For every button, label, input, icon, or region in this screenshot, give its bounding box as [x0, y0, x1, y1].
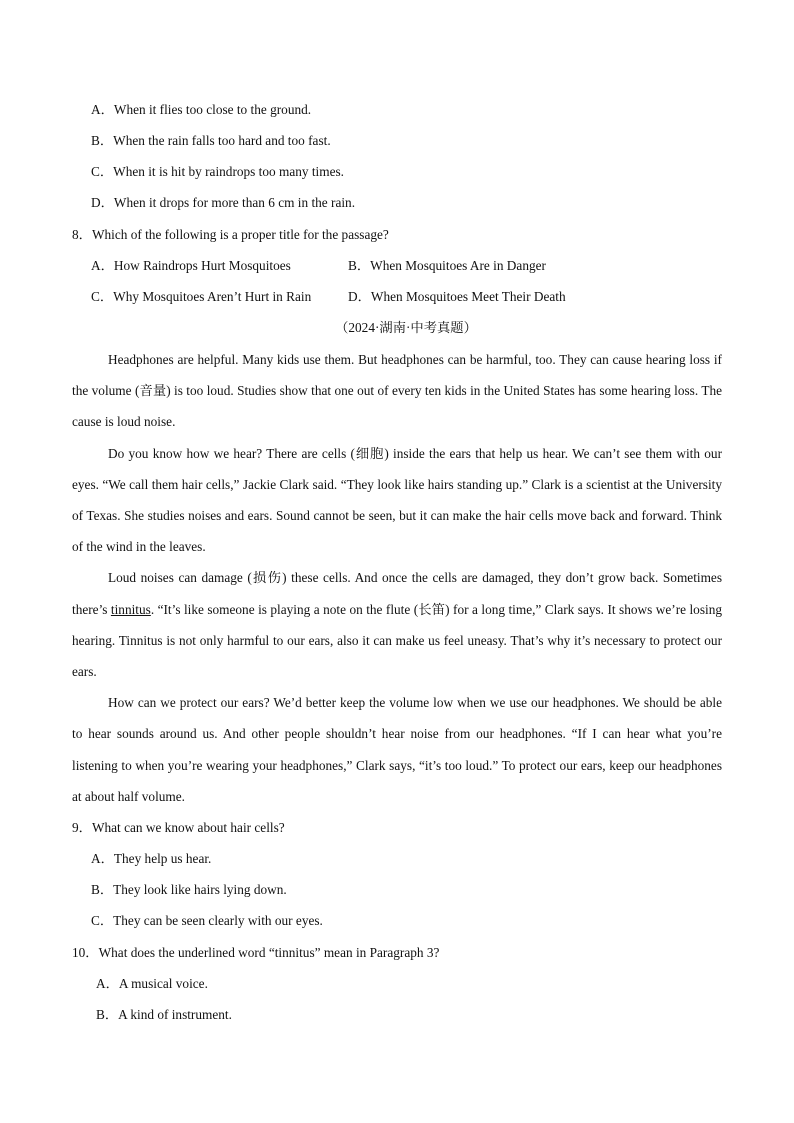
- q9-option-a: A．They help us hear.: [91, 851, 212, 866]
- q8-option-d: D．When Mosquitoes Meet Their Death: [348, 289, 566, 304]
- q7-option-b: B．When the rain falls too hard and too fast.: [91, 133, 331, 148]
- q8-option-a: A．How Raindrops Hurt Mosquitoes: [91, 258, 291, 273]
- q9-option-b: B．They look like hairs lying down.: [91, 882, 287, 897]
- paragraph-1: Headphones are helpful. Many kids use them. But headphones can be harmful, too. They can cause hearing loss if the volume (音量) is too loud. Studies show that one out of every ten kids in the United States has some hearing loss. The cause is loud noise.: [72, 352, 722, 430]
- paragraph-3: [72, 562, 722, 687]
- q9-stem: 9．What can we know about hair cells?: [72, 820, 285, 835]
- paragraph-3-before: Loud noises can damage (损伤) these cells. And once the cells are damaged, they don’t grow back. Sometimes there’s: [72, 570, 722, 617]
- q7-option-d: D．When it drops for more than 6 cm in the rain.: [91, 195, 356, 210]
- q9-option-c: C．They can be seen clearly with our eyes.: [91, 913, 323, 928]
- q10-option-b: B．A kind of instrument.: [96, 1007, 232, 1022]
- q8-stem: 8．Which of the following is a proper title for the passage?: [72, 227, 389, 242]
- q7-option-c: C．When it is hit by raindrops too many times.: [91, 164, 344, 179]
- paragraph-3-after: . “It’s like someone is playing a note on the flute (长笛) for a long time,” Clark says. It shows we’re losing hearing. Tinnitus is not only harmful to our ears, also it can make us feel uneasy. That’s why it’s necessary to protect our ears.: [72, 601, 722, 680]
- q10-option-a: A．A musical voice.: [96, 976, 208, 991]
- passage-source: [0, 319, 794, 337]
- q8-option-b: B．When Mosquitoes Are in Danger: [348, 258, 546, 273]
- q7-option-a: A．When it flies too close to the ground.: [91, 102, 312, 117]
- underlined-word-tinnitus: tinnitus: [110, 601, 151, 617]
- paragraph-2: Do you know how we hear? There are cells (细胞) inside the ears that help us hear. We can’t see them with our eyes. “We call them hair cells,” Jackie Clark said. “They look like hairs standing up.” Clark is a scientist at the University of Texas. She studies noises and ears. Sound cannot be seen, but it can make the hair cells move back and forward. Think of the wind in the leaves.: [72, 445, 722, 555]
- source-label: （2024·湖南·中考真题）: [335, 320, 477, 335]
- paragraph-4: How can we protect our ears? We’d better keep the volume low when we use our headphones. We should be able to hear sounds around us. And other people shouldn’t hear noise from our headphones. “If I can hear what you’re listening to when you’re wearing your headphones,” Clark says, “it’s too loud.” To protect our ears, keep our headphones at about half volume.: [72, 695, 722, 804]
- q10-stem: 10．What does the underlined word “tinnitus” mean in Paragraph 3?: [72, 945, 440, 960]
- q8-option-c: C．Why Mosquitoes Aren’t Hurt in Rain: [91, 289, 312, 304]
- reading-passage: [72, 344, 722, 812]
